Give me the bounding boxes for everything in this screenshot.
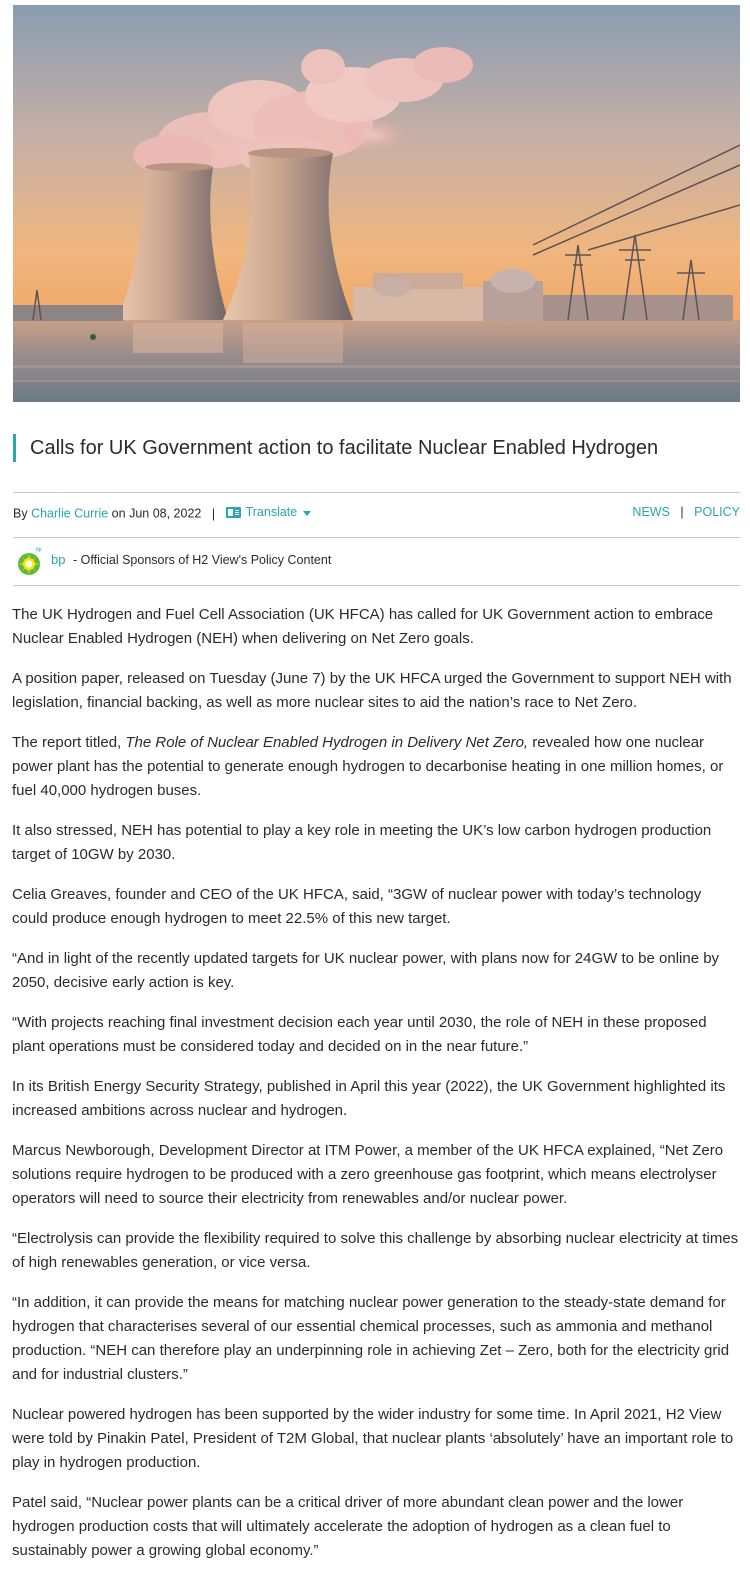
page-title: Calls for UK Government action to facilitate Nuclear Enabled Hydrogen (30, 437, 659, 459)
title-block (13, 434, 740, 462)
translate-icon (226, 507, 241, 518)
hero-image (13, 5, 740, 402)
byline (13, 502, 311, 524)
paragraph: “Electrolysis can provide the flexibility required to solve this challenge by absorbing nuclear electricity at times of high renewables generation, or vice versa. (12, 1230, 739, 1271)
sponsor-banner (13, 545, 740, 577)
svg-text:bp: bp (36, 547, 42, 553)
divider (13, 537, 740, 538)
report-title: The Role of Nuclear Enabled Hydrogen in Delivery Net Zero, (125, 734, 529, 751)
paragraph: Celia Greaves, founder and CEO of the UK HFCA, said, “3GW of nuclear power with today’s technology could produce enough hydrogen to meet 22.5% of this new target. (12, 886, 702, 927)
paragraph (12, 731, 740, 803)
paragraph: In its British Energy Security Strategy, published in April this year (2022), the UK Government highlighted its increased ambitions across nuclear and hydrogen. (12, 1078, 726, 1119)
paragraph: Marcus Newborough, Development Director at ITM Power, a member of the UK HFCA explained, “Net Zero solutions require hydrogen to be produced with a zero greenhouse gas footprint, which means electrolyser operators will need to source their electricity from renewables and/or nuclear power. (12, 1142, 724, 1207)
paragraph: Nuclear powered hydrogen has been supported by the wider industry for some time. In April 2021, H2 View were told by Pinakin Patel, President of T2M Global, that nuclear plants ‘absolutely’ have an important role to play in hydrogen production. (12, 1406, 734, 1471)
bp-helios-logo-icon[interactable] (17, 546, 45, 576)
paragraph: The UK Hydrogen and Fuel Cell Association (UK HFCA) has called for UK Government action to embrace Nuclear Enabled Hydrogen (NEH) when delivering on Net Zero goals. (12, 606, 714, 647)
category-news-link[interactable]: NEWS (632, 505, 670, 519)
author-link[interactable]: Charlie Currie (31, 506, 109, 521)
paragraph: A position paper, released on Tuesday (June 7) by the UK HFCA urged the Government to support NEH with legislation, financial backing, as well as more nuclear sites to aid the nation’s race to Net Zero. (12, 670, 732, 711)
sponsor-text: - Official Sponsors of H2 View's Policy Content (73, 553, 332, 567)
paragraph-text: The report titled, (12, 734, 126, 751)
paragraph: It also stressed, NEH has potential to play a key role in meeting the UK’s low carbon hydrogen production target of 10GW by 2030. (12, 822, 712, 863)
category-links (632, 502, 740, 522)
chevron-down-icon (303, 511, 311, 516)
translate-button[interactable] (226, 502, 312, 522)
category-separator: | (680, 505, 684, 519)
sponsor-name[interactable]: bp (51, 552, 66, 567)
paragraph: “With projects reaching final investment decision each year until 2030, the role of NEH in these proposed plant operations must be considered today and decided on in the near future.” (12, 1014, 707, 1055)
on-label: on (111, 506, 126, 521)
divider (13, 492, 740, 493)
nuclear-plant-illustration (13, 5, 740, 402)
divider (13, 585, 740, 586)
by-label: By (13, 506, 28, 521)
paragraph: “And in light of the recently updated targets for UK nuclear power, with plans now for 24GW to be online by 2050, decisive early action is key. (12, 950, 720, 991)
article-body (12, 603, 740, 1579)
meta-separator: | (211, 506, 216, 521)
paragraph-text: revealed how one nuclear power plant has the potential to generate enough hydrogen to decarbonise heating in one million homes, or fuel 40,000 hydrogen buses. (12, 734, 724, 799)
paragraph: “In addition, it can provide the means for matching nuclear power generation to the steady-state demand for hydrogen that characterises several of our essential chemical processes, such as ammonia and methanol production. “NEH can therefore play an underpinning role in achieving Zet – Zero, both for the electricity grid and for industrial clusters.” (12, 1294, 730, 1383)
category-policy-link[interactable]: POLICY (694, 505, 740, 519)
paragraph: Patel said, “Nuclear power plants can be a critical driver of more abundant clean power and the lower hydrogen production costs that will ultimately accelerate the adoption of hydrogen as a clean fuel to sustainably power a growing global economy.” (12, 1494, 684, 1559)
translate-label: Translate (245, 505, 298, 519)
publish-date: Jun 08, 2022 (129, 506, 202, 521)
article-meta (13, 502, 740, 522)
